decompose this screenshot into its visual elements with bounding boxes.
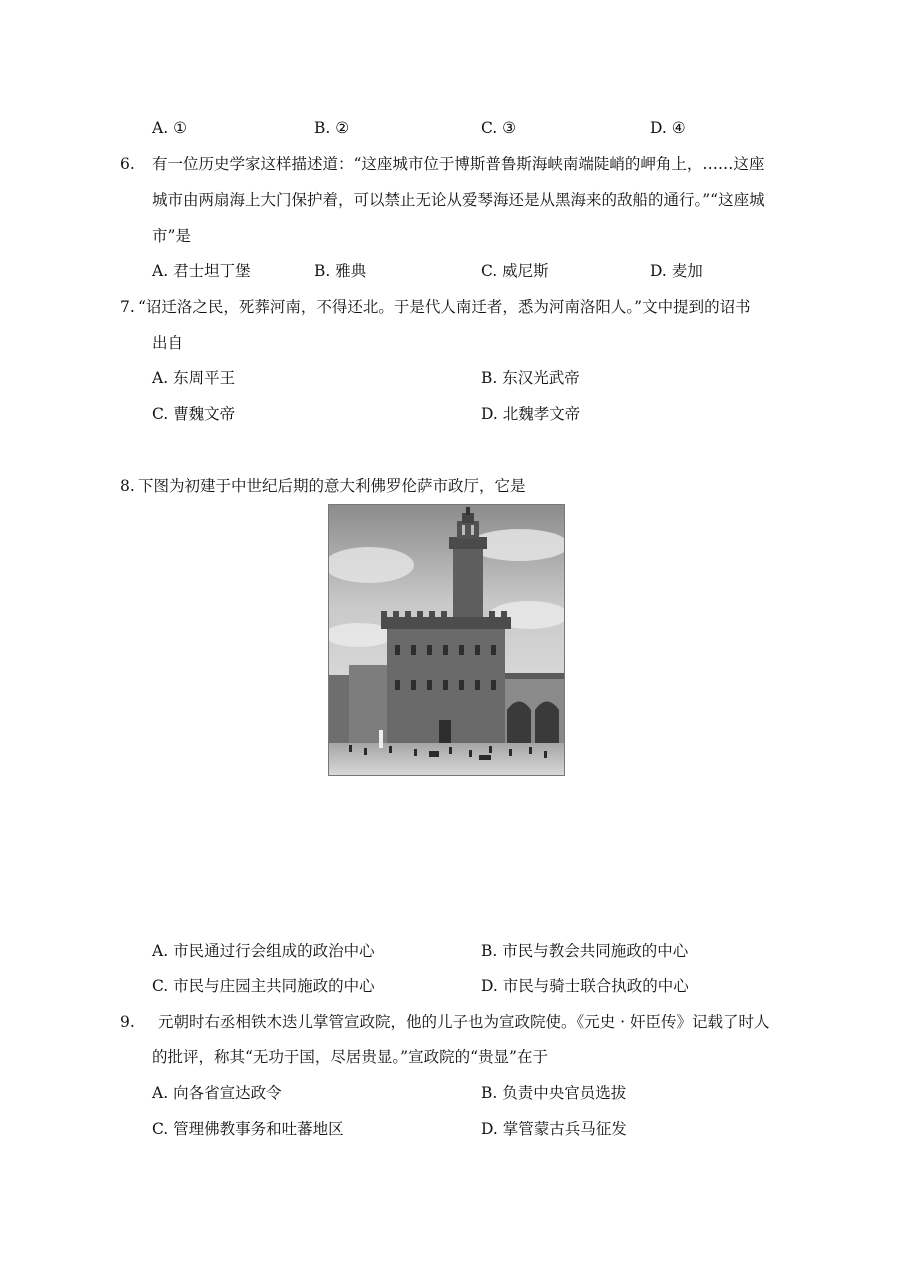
option-letter: A. [152,369,169,387]
option-text: ④ [671,119,686,137]
florence-palazzo-vecchio-photo [328,504,565,776]
q8-stem: 下图为初建于中世纪后期的意大利佛罗伦萨市政厅，它是 [138,477,526,495]
option-letter: A. [152,262,169,280]
q9-option-d [481,1118,627,1140]
option-text: 君士坦丁堡 [173,262,251,280]
option-text: 市民与骑士联合执政的中心 [502,977,689,995]
option-letter: C. [481,262,498,280]
option-letter: D. [650,262,667,280]
q6-stem-line-1: 有一位历史学家这样描述道：“这座城市位于博斯普鲁斯海峡南端陡峭的岬角上，……这座 [152,155,765,173]
q6-stem-line-3: 市”是 [152,227,191,245]
option-text: 负责中央官员选拔 [502,1084,627,1102]
q7-option-d [481,403,580,425]
q9-number: 9. [120,1013,135,1031]
option-letter: D. [481,405,498,423]
q9-option-b [481,1082,626,1104]
q7-option-a [152,367,235,389]
q6-number: 6. [120,155,135,173]
q9-option-c [152,1118,344,1140]
q5-option-c [481,117,516,139]
option-text: 雅典 [335,262,367,280]
option-text: 掌管蒙古兵马征发 [502,1120,627,1138]
option-text: 威尼斯 [502,262,549,280]
option-letter: D. [650,119,667,137]
option-text: 管理佛教事务和吐蕃地区 [173,1120,344,1138]
option-letter: C. [152,977,169,995]
q7-option-b [481,367,580,389]
q7-number: 7. [120,298,135,316]
option-text: 市民与教会共同施政的中心 [502,942,689,960]
option-letter: C. [152,1120,169,1138]
option-text: 曹魏文帝 [173,405,236,423]
option-letter: B. [314,119,331,137]
option-letter: B. [314,262,331,280]
option-letter: D. [481,977,498,995]
option-text: 麦加 [671,262,703,280]
q9-stem-line-2: 的批评，称其“无功于国，尽居贵显。”宣政院的“贵显”在于 [152,1048,548,1066]
q6-option-a [152,260,251,282]
option-text: 东周平王 [173,369,236,387]
q5-option-b [314,117,349,139]
q8-option-c [152,975,375,997]
option-letter: A. [152,942,169,960]
q8-option-b [481,940,688,962]
option-text: 北魏孝文帝 [502,405,581,423]
q7-stem-line-2: 出自 [152,334,184,352]
option-text: ③ [502,119,517,137]
q9-stem-line-1: 元朝时右丞相铁木迭儿掌管宣政院，他的儿子也为宣政院使。《元史 · 奸臣传》记载了时人 [158,1013,770,1031]
q6-stem-line-2: 城市由两扇海上大门保护着，可以禁止无论从爱琴海还是从黑海来的敌船的通行。”“这座城 [152,191,765,209]
q5-option-a [152,117,187,139]
option-text: 东汉光武帝 [502,369,580,387]
option-letter: B. [481,1084,498,1102]
option-letter: A. [152,1084,169,1102]
option-letter: B. [481,369,498,387]
q8-number: 8. [120,477,135,495]
q7-option-c [152,403,235,425]
option-text: ① [173,119,187,137]
option-text: 市民通过行会组成的政治中心 [173,942,375,960]
q8-option-a [152,940,375,962]
q9-option-a [152,1082,282,1104]
q8-option-d [481,975,689,997]
option-letter: B. [481,942,498,960]
q6-option-b [314,260,366,282]
option-text: 向各省宣达政令 [173,1084,282,1102]
option-letter: A. [152,119,169,137]
option-text: 市民与庄园主共同施政的中心 [173,977,375,995]
q7-stem-line-1: “诏迁洛之民，死葬河南，不得还北。于是代人南迁者，悉为河南洛阳人。”文中提到的诏书 [138,298,751,316]
q5-option-d [650,117,686,139]
option-letter: D. [481,1120,498,1138]
q6-option-c [481,260,549,282]
option-letter: C. [481,119,498,137]
option-letter: C. [152,405,169,423]
q6-option-d [650,260,703,282]
option-text: ② [335,119,350,137]
